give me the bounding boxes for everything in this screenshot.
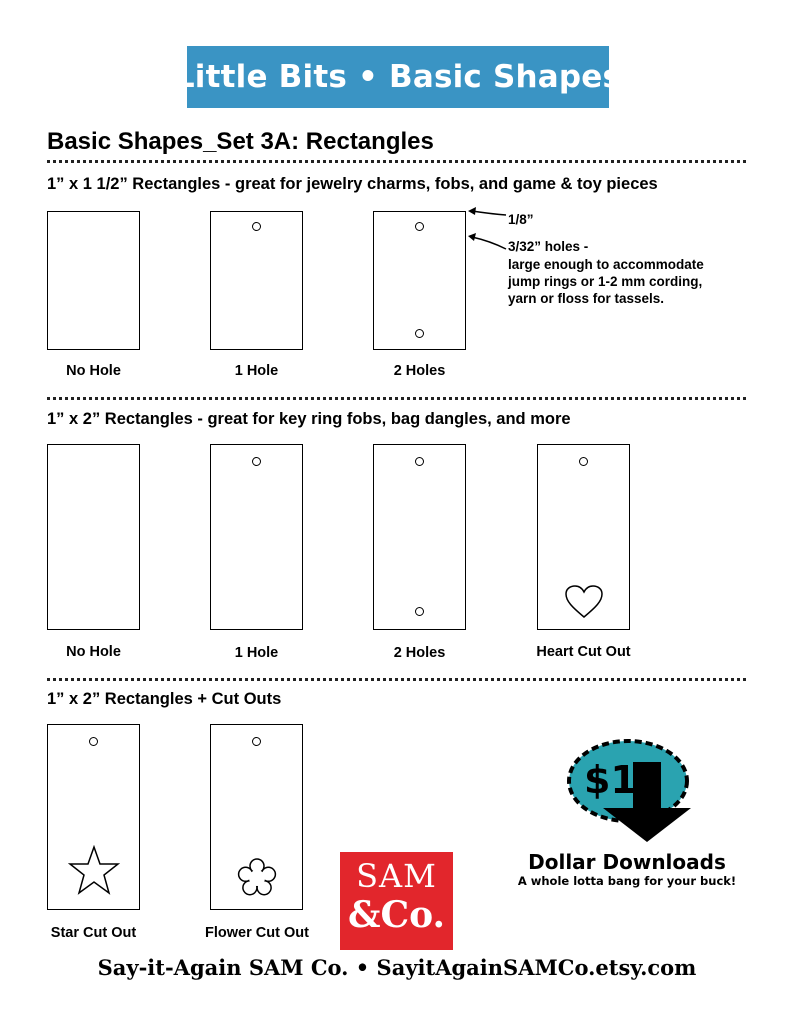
hole bbox=[252, 222, 261, 231]
caption-no-hole: No Hole bbox=[66, 644, 121, 660]
hole bbox=[89, 737, 98, 746]
logo-line-2: &Co. bbox=[347, 894, 446, 936]
dotted-divider bbox=[47, 678, 746, 681]
caption-1-hole: 1 Hole bbox=[234, 363, 279, 379]
star-icon bbox=[68, 845, 120, 895]
hole bbox=[415, 222, 424, 231]
annotation-1-8-inch: 1/8” bbox=[508, 212, 534, 227]
annotation-hole-line-2: large enough to accommodate bbox=[508, 257, 704, 272]
logo-line-1: SAM bbox=[356, 857, 437, 895]
caption-heart-cut-out: Heart Cut Out bbox=[536, 644, 631, 660]
section-3-heading: 1” x 2” Rectangles + Cut Outs bbox=[47, 690, 282, 708]
banner-title: Little Bits • Basic Shapes bbox=[187, 46, 609, 108]
promo-subtitle: A whole lotta bang for your buck! bbox=[517, 874, 737, 888]
promo-title: Dollar Downloads bbox=[528, 850, 726, 874]
hole bbox=[252, 457, 261, 466]
caption-flower-cut-out: Flower Cut Out bbox=[205, 925, 309, 941]
promo-badge-text: $1 bbox=[584, 758, 637, 802]
annotation-hole-line-4: yarn or floss for tassels. bbox=[508, 291, 665, 306]
rectangle-1-hole bbox=[210, 211, 303, 350]
caption-2-holes: 2 Holes bbox=[393, 645, 446, 661]
rectangle-2-holes bbox=[373, 211, 466, 350]
section-1-heading: 1” x 1 1/2” Rectangles - great for jewelry charms, fobs, and game & toy pieces bbox=[47, 175, 658, 193]
page-title: Basic Shapes_Set 3A: Rectangles bbox=[47, 128, 434, 155]
flower-icon bbox=[236, 857, 278, 899]
hole bbox=[579, 457, 588, 466]
rectangle-star-cut-out bbox=[47, 724, 140, 910]
rectangle-2-holes bbox=[373, 444, 466, 630]
section-2-heading: 1” x 2” Rectangles - great for key ring fobs, bag dangles, and more bbox=[47, 410, 571, 428]
rectangle-no-hole bbox=[47, 444, 140, 630]
heart-icon bbox=[564, 584, 604, 620]
caption-no-hole: No Hole bbox=[66, 363, 121, 379]
annotation-arrows-icon bbox=[462, 205, 512, 257]
annotation-hole-line-1: 3/32” holes - bbox=[508, 239, 589, 254]
rectangle-flower-cut-out bbox=[210, 724, 303, 910]
dotted-divider bbox=[47, 160, 746, 163]
caption-2-holes: 2 Holes bbox=[393, 363, 446, 379]
hole bbox=[252, 737, 261, 746]
sam-co-logo bbox=[340, 852, 453, 950]
caption-star-cut-out: Star Cut Out bbox=[50, 925, 137, 941]
dotted-divider bbox=[47, 397, 746, 400]
hole bbox=[415, 607, 424, 616]
footer-text: Say-it-Again SAM Co. • SayitAgainSAMCo.etsy.com bbox=[97, 955, 697, 980]
hole bbox=[415, 457, 424, 466]
rectangle-1-hole bbox=[210, 444, 303, 630]
hole bbox=[415, 329, 424, 338]
caption-1-hole: 1 Hole bbox=[234, 645, 279, 661]
annotation-hole-line-3: jump rings or 1-2 mm cording, bbox=[508, 274, 703, 289]
rectangle-heart-cut-out bbox=[537, 444, 630, 630]
rectangle-no-hole bbox=[47, 211, 140, 350]
